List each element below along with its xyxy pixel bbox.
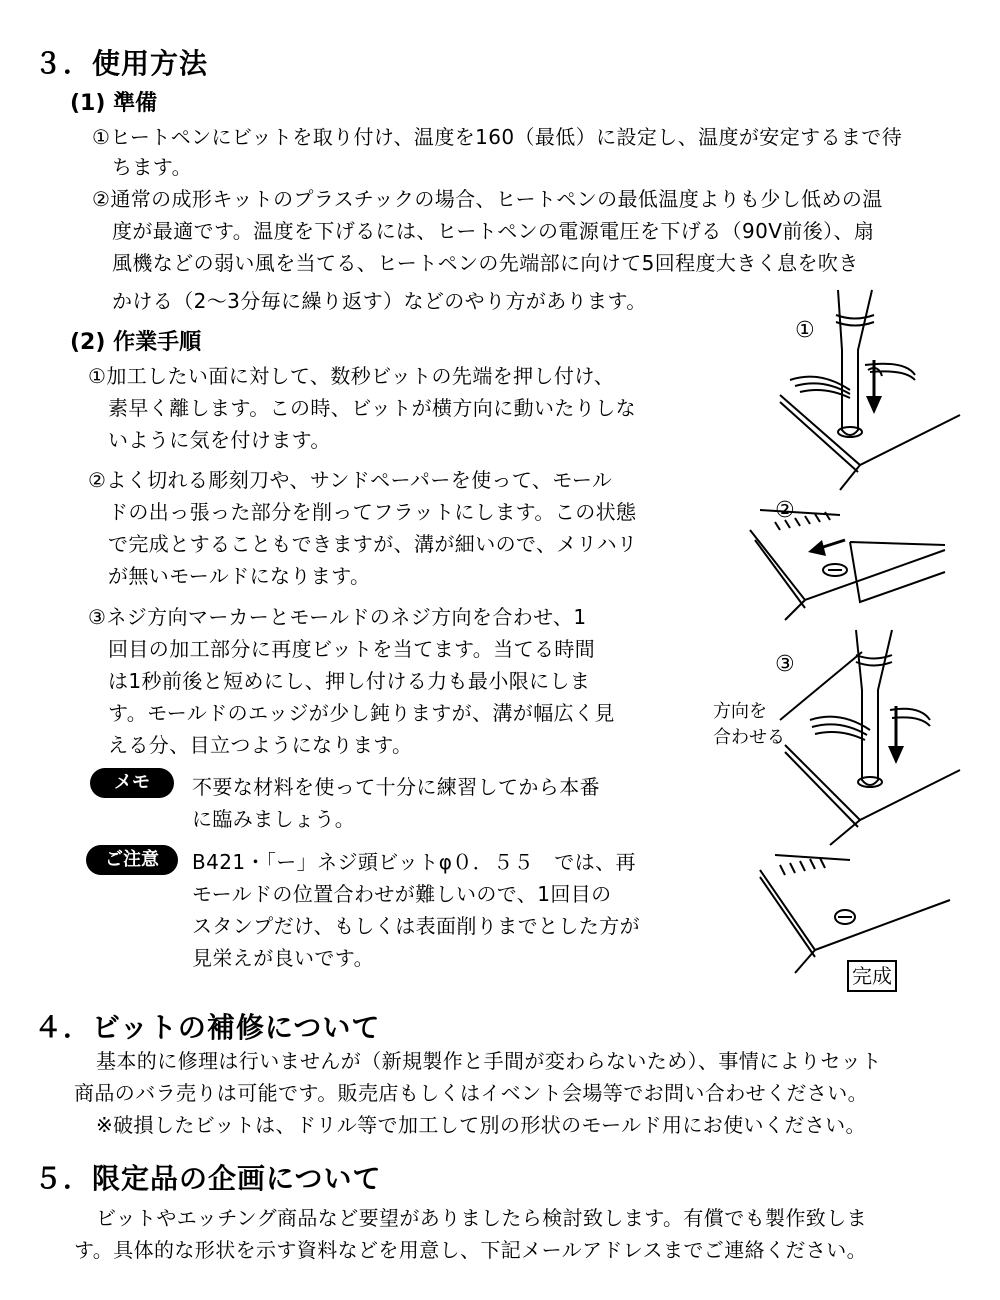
work-item-3-line-3: は1秒前後と短めにし、押し付ける力も最小限にしま — [108, 669, 591, 693]
prep-item-1-line-1: ①ヒートペンにビットを取り付け、温度を160（最低）に設定し、温度が安定するまで待 — [92, 125, 903, 149]
caution-line-4: 見栄えが良いです。 — [192, 946, 374, 970]
section-5-heading: ５．限定品の企画について — [34, 1162, 382, 1195]
figure-step-1-illustration — [770, 290, 970, 490]
work-item-1-line-1: ①加工したい面に対して、数秒ビットの先端を押し付け、 — [88, 364, 615, 388]
figure-step-1-label: ① — [795, 318, 815, 343]
prep-item-1-line-2: ちます。 — [112, 155, 192, 179]
work-item-3-line-4: す。モールドのエッジが少し鈍りますが、溝が幅広く見 — [108, 701, 615, 725]
section-3-heading: ３．使用方法 — [34, 47, 209, 80]
complete-label: 完成 — [847, 960, 897, 992]
work-item-3-line-2: 回目の加工部分に再度ビットを当てます。当てる時間 — [108, 637, 596, 661]
caution-badge: ご注意 — [86, 845, 178, 875]
memo-line-1: 不要な材料を使って十分に練習してから本番 — [192, 775, 600, 799]
align-label-line-2: 合わせる — [713, 727, 785, 748]
work-item-2-line-3: で完成とすることもできますが、溝が細いので、メリハリ — [108, 532, 638, 556]
section-4-line-3: ※破損したビットは、ドリル等で加工して別の形状のモールド用にお使いください。 — [96, 1113, 866, 1137]
work-item-2-line-2: ドの出っ張った部分を削ってフラットにします。この状態 — [108, 500, 637, 524]
prep-item-2-line-1: ②通常の成形キットのプラスチックの場合、ヒートペンの最低温度よりも少し低めの温 — [92, 187, 883, 211]
section-5-line-2: す。具体的な形状を示す資料などを用意し、下記メールアドレスまでご連絡ください。 — [74, 1238, 867, 1262]
section-4-line-1: 基本的に修理は行いませんが（新規製作と手間が変わらないため）、事情によりセット — [96, 1049, 882, 1073]
figure-step-3-label: ③ — [775, 652, 795, 677]
prep-item-2-line-2: 度が最適です。温度を下げるには、ヒートペンの電源電圧を下げる（90V前後）、扇 — [112, 219, 875, 243]
figure-step-3-illustration — [770, 630, 970, 850]
caution-line-1: B421・「ー」ネジ頭ビットφ０．５５ では、再 — [192, 850, 636, 874]
work-item-1-line-3: いように気を付けます。 — [108, 428, 331, 452]
align-label-line-1: 方向を — [713, 701, 767, 722]
section-5-line-1: ビットやエッチング商品など要望がありましたら検討致します。有償でも製作致しま — [96, 1206, 867, 1230]
work-item-1-line-2: 素早く離します。この時、ビットが横方向に動いたりしな — [108, 396, 636, 420]
section-4-line-2: 商品のバラ売りは可能です。販売店もしくはイベント会場等でお問い合わせください。 — [74, 1081, 868, 1105]
section-4-heading: ４．ビットの補修について — [34, 1011, 381, 1044]
sub-2-heading: (2) 作業手順 — [70, 330, 202, 355]
figure-complete-illustration — [760, 855, 960, 975]
figure-step-2-illustration — [750, 500, 950, 620]
work-item-2-line-1: ②よく切れる彫刻刀や、サンドペーパーを使って、モール — [88, 468, 613, 492]
memo-badge: メモ — [90, 768, 174, 798]
sub-1-heading: (1) 準備 — [70, 91, 158, 116]
memo-line-2: に臨みましょう。 — [192, 807, 356, 831]
work-item-3-line-1: ③ネジ方向マーカーとモールドのネジ方向を合わせ、1 — [88, 605, 587, 629]
work-item-3-line-5: える分、目立つようになります。 — [108, 733, 413, 757]
figure-step-2-label: ② — [775, 498, 795, 523]
prep-item-2-line-4: かける（2〜3分毎に繰り返す）などのやり方があります。 — [112, 289, 647, 313]
work-item-2-line-4: が無いモールドになります。 — [108, 564, 371, 588]
caution-line-3: スタンプだけ、もしくは表面削りまでとした方が — [192, 914, 640, 938]
prep-item-2-line-3: 風機などの弱い風を当てる、ヒートペンの先端部に向けて5回程度大きく息を吹き — [112, 251, 859, 275]
caution-line-2: モールドの位置合わせが難しいので、1回目の — [192, 882, 612, 906]
